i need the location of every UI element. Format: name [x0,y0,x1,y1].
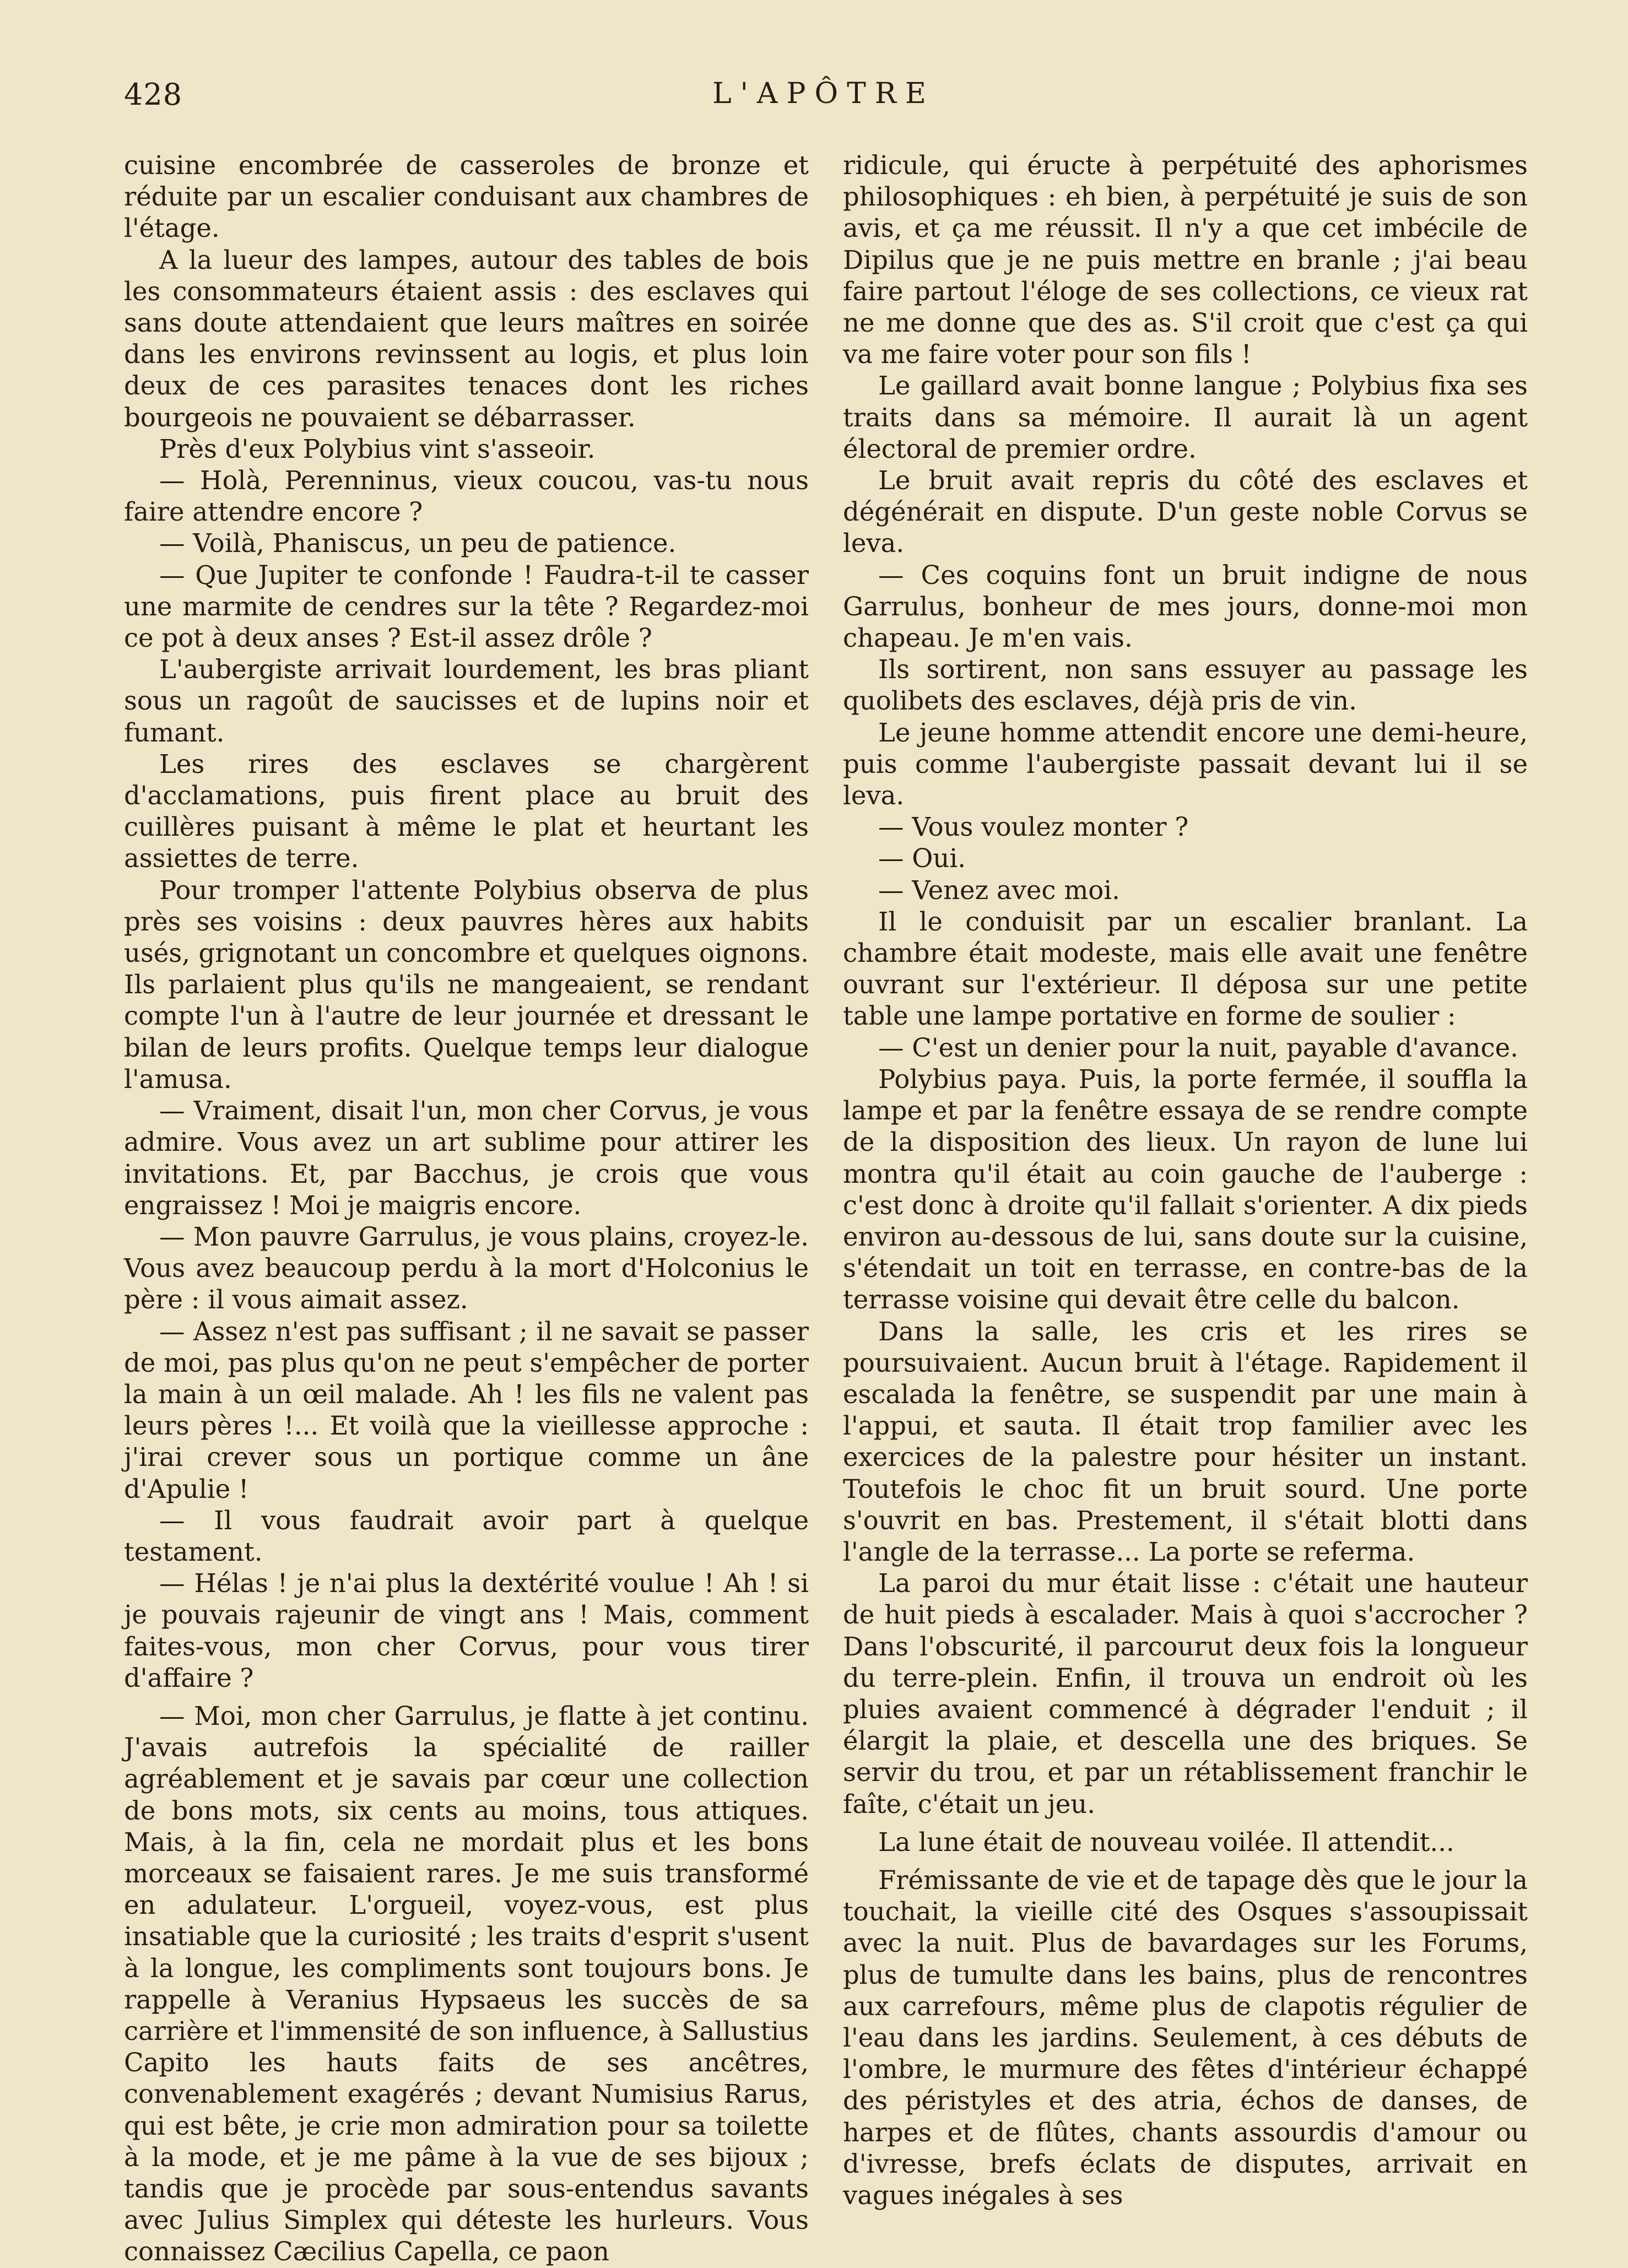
paragraph: ridicule, qui éructe à perpétuité des aphorismes philosophiques : eh bien, à perpétuité je suis de son avis, et ça me réussit. Il n'y a que cet imbécile de Dipilus que je ne puis mettre en branle ; j'ai beau faire partout l'éloge de ses collections, ce vieux rat ne me donne que des as. S'il croit que c'est ça qui va me faire voter pour son fils ! [843,150,1528,370]
paragraph: La lune était de nouveau voilée. Il attendit... [878,1827,1454,1857]
paragraph: — Que Jupiter te confonde ! Faudra-t-il te casser une marmite de cendres sur la tête ? Regardez-moi ce pot à deux anses ? Est-il assez drôle ? [124,560,809,653]
paragraph: Le jeune homme attendit encore une demi-heure, puis comme l'aubergiste passait devant lui il se leva. [843,717,1528,811]
paragraph: — Venez avec moi. [878,875,1120,905]
page-header [124,77,1523,121]
paragraph: — Mon pauvre Garrulus, je vous plains, croyez-le. Vous avez beaucoup perdu à la mort d'Holconius le père : il vous aimait assez. [124,1221,809,1315]
paragraph: — Moi, mon cher Garrulus, je flatte à jet continu. J'avais autrefois la spécialité de railler agréablement et je savais par cœur une collection de bons mots, six cents au moins, tous attiques. Mais, à la fin, cela ne mordait plus et les bons morceaux se faisaient rares. Je me suis transformé en adulateur. L'orgueil, voyez-vous, est plus insatiable que la curiosité ; les traits d'esprit s'usent à la longue, les compliments sont toujours bons. Je rappelle à Veranius Hypsaeus les succès de sa carrière et l'immensité de son influence, à Sallustius Capito les hauts faits de ses ancêtres, convenablement exagérés ; devant Numisius Rarus, qui est bête, je crie mon admiration pour sa toilette à la mode, et je me pâme à la vue de ses bijoux ; tandis que je procède par sous-entendus savants avec Julius Simplex qui déteste les hurleurs. Vous connaissez Cæcilius Capella, ce paon [124,1701,809,2267]
page-number: 428 [124,77,183,112]
paragraph: — C'est un denier pour la nuit, payable d'avance. [878,1032,1518,1063]
paragraph: Dans la salle, les cris et les rires se poursuivaient. Aucun bruit à l'étage. Rapidement il escalada la fenêtre, se suspendit par une main à l'appui, et sauta. Il était trop familier avec les exercices de la palestre pour hésiter un instant. Toutefois le choc fit un bruit sourd. Une porte s'ouvrit en bas. Prestement, il s'était blotti dans l'angle de la terrasse... La porte se referma. [843,1316,1528,1567]
paragraph: A la lueur des lampes, autour des tables de bois les consommateurs étaient assis : des esclaves qui sans doute attendaient que leurs maîtres en soirée dans les environs revinssent au logis, et plus loin deux de ces parasites tenaces dont les riches bourgeois ne pouvaient se débarrasser. [124,245,809,432]
paragraph: Frémissante de vie et de tapage dès que le jour la touchait, la vieille cité des Osques s'assoupissait avec la nuit. Plus de bavardages sur les Forums, plus de tumulte dans les bains, plus de rencontres aux carrefours, même plus de clapotis régulier de l'eau dans les jardins. Seulement, à ces débuts de l'ombre, le murmure des fêtes d'intérieur échappé des péristyles et des atria, échos de danses, de harpes et de flûtes, chants assourdis d'amour ou d'ivresse, brefs éclats de disputes, arrivait en vagues inégales à ses [843,1865,1528,2210]
paragraph: — Oui. [878,843,966,874]
paragraph: — Assez n'est pas suffisant ; il ne savait se passer de moi, pas plus qu'on ne peut s'empêcher de porter la main à un œil malade. Ah ! les fils ne valent pas leurs pères !... Et voilà que la vieillesse approche : j'irai crever sous un portique comme un âne d'Apulie ! [124,1316,809,1504]
right-column [843,150,1528,2211]
paragraph: — Vraiment, disait l'un, mon cher Corvus, je vous admire. Vous avez un art sublime pour attirer les invitations. Et, par Bacchus, je crois que vous engraissez ! Moi je maigris encore. [124,1096,809,1220]
paragraph: Ils sortirent, non sans essuyer au passage les quolibets des esclaves, déjà pris de vin. [843,654,1528,716]
paragraph: — Vous voulez monter ? [878,812,1189,842]
running-title: L'APÔTRE [712,77,935,110]
paragraph: Il le conduisit par un escalier branlant. La chambre était modeste, mais elle avait une fenêtre ouvrant sur l'extérieur. Il déposa sur une petite table une lampe portative en forme de soulier : [843,906,1528,1031]
paragraph: — Ces coquins font un bruit indigne de nous Garrulus, bonheur de mes jours, donne-moi mon chapeau. Je m'en vais. [843,560,1528,653]
paragraph: — Voilà, Phaniscus, un peu de patience. [159,528,677,559]
left-column [124,150,809,2268]
paragraph: Le bruit avait repris du côté des esclaves et dégénérait en dispute. D'un geste noble Corvus se leva. [843,465,1528,559]
paragraph: La paroi du mur était lisse : c'était une hauteur de huit pieds à escalader. Mais à quoi s'accrocher ? Dans l'obscurité, il parcourut deux fois la longueur du terre-plein. Enfin, il trouva un endroit où les pluies avaient commencé à dégrader l'enduit ; il élargit la plaie, et descella une des briques. Se servir du trou, et par un rétablissement franchir le faîte, c'était un jeu. [843,1568,1528,1819]
paragraph: — Holà, Perenninus, vieux coucou, vas-tu nous faire attendre encore ? [124,465,809,527]
paragraph: Polybius paya. Puis, la porte fermée, il souffla la lampe et par la fenêtre essaya de se rendre compte de la disposition des lieux. Un rayon de lune lui montra qu'il était au coin gauche de l'auberge : c'est donc à droite qu'il fallait s'orienter. A dix pieds environ au-dessous de lui, sans doute sur la cuisine, s'étendait un toit en terrasse, en contre-bas de la terrasse voisine qui devait être celle du balcon. [843,1064,1528,1315]
paragraph: Près d'eux Polybius vint s'asseoir. [159,434,596,464]
paragraph: Les rires des esclaves se chargèrent d'acclamations, puis firent place au bruit des cuillères puisant à même le plat et heurtant les assiettes de terre. [124,749,809,874]
paragraph: — Il vous faudrait avoir part à quelque testament. [124,1505,809,1567]
paragraph: L'aubergiste arrivait lourdement, les bras pliant sous un ragoût de saucisses et de lupins noir et fumant. [124,654,809,748]
paragraph: cuisine encombrée de casseroles de bronze et réduite par un escalier conduisant aux chambres de l'étage. [124,150,809,243]
paragraph: Le gaillard avait bonne langue ; Polybius fixa ses traits dans sa mémoire. Il aurait là un agent électoral de premier ordre. [843,371,1528,464]
paragraph: — Hélas ! je n'ai plus la dextérité voulue ! Ah ! si je pouvais rajeunir de vingt ans ! Mais, comment faites-vous, mon cher Corvus, pour vous tirer d'affaire ? [124,1568,809,1693]
paragraph: Pour tromper l'attente Polybius observa de plus près ses voisins : deux pauvres hères aux habits usés, grignotant un concombre et quelques oignons. Ils parlaient plus qu'ils ne mangeaient, se rendant compte l'un à l'autre de leur journée et dressant le bilan de leurs profits. Quelque temps leur dialogue l'amusa. [124,875,809,1094]
